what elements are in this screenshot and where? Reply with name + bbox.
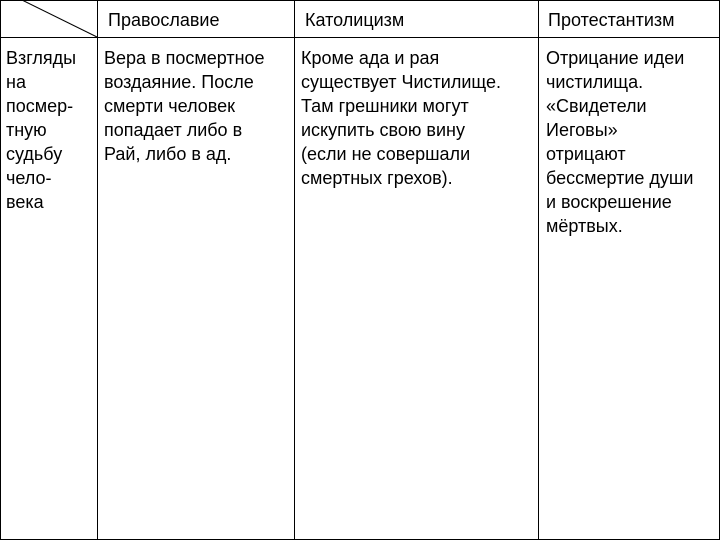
cell-orthodoxy: Вера в посмертное воздаяние. После смерти человек попадает либо в Рай, либо в ад. (104, 48, 265, 164)
header-catholicism: Католицизм (305, 10, 405, 30)
cell-catholicism: Кроме ада и рая существует Чистилище. Там грешники могут искупить свою вину (если не совершали смертных грехов). (301, 48, 502, 188)
corner-diagonal (22, 0, 97, 37)
header-orthodoxy: Православие (108, 10, 220, 30)
row-label: Взгляды на посмер- тную судьбу чело- века (6, 48, 77, 212)
cell-protestantism: Отрицание идеи чистилища. «Свидетели Иеговы» отрицают бессмертие души и воскрешение мёртвых. (546, 48, 694, 236)
header-protestantism: Протестантизм (548, 10, 675, 30)
